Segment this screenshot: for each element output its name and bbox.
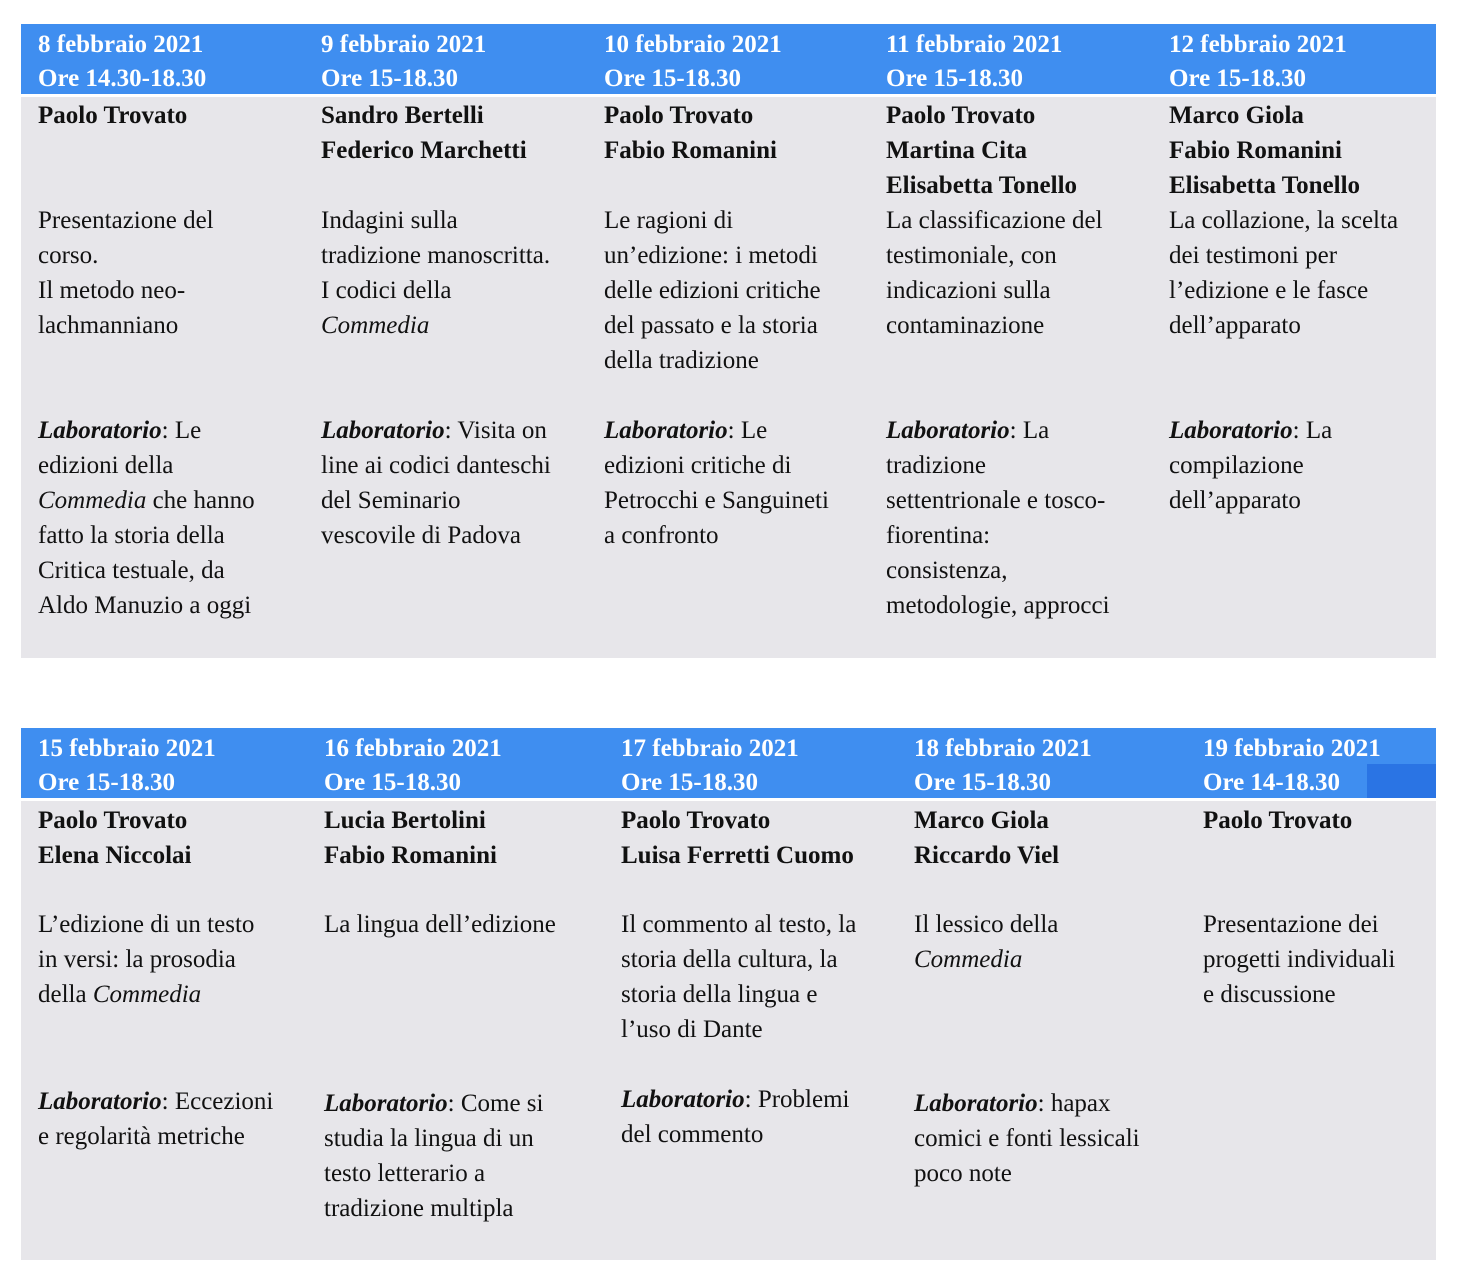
lab-label: Laboratorio: [324, 1090, 448, 1117]
session-time: Ore 15-18.30: [321, 65, 459, 92]
speakers: [604, 98, 777, 168]
text-segment: indicazioni sulla: [886, 277, 1051, 304]
text-line: [914, 1086, 1140, 1121]
session-topic: [1169, 203, 1398, 343]
text-line: [324, 1191, 543, 1226]
italic-title: Commedia: [321, 312, 430, 339]
text-segment: e regolarità metriche: [38, 1123, 245, 1150]
lab-label: Laboratorio: [604, 417, 728, 444]
session-topic: [604, 203, 821, 378]
text-segment: contaminazione: [886, 312, 1045, 339]
speaker-name: Paolo Trovato: [1203, 807, 1353, 834]
speaker-name: Paolo Trovato: [604, 102, 754, 129]
text-line: [38, 273, 214, 308]
session-date: 19 febbraio 2021: [1203, 735, 1381, 762]
header-cell: [38, 28, 206, 96]
text-line: [38, 553, 255, 588]
schedule-table-week2: [21, 728, 1436, 1260]
text-segment: delle edizioni critiche: [604, 277, 821, 304]
text-line: [1169, 483, 1332, 518]
speakers: [621, 803, 854, 873]
text-segment: : Come si: [447, 1090, 544, 1117]
text-line: [886, 518, 1110, 553]
text-segment: : Eccezioni: [161, 1088, 274, 1115]
text-line: [38, 308, 214, 343]
lab-label: Laboratorio: [1169, 417, 1293, 444]
session-time: Ore 15-18.30: [604, 65, 742, 92]
text-segment: Petrocchi e Sanguineti: [604, 487, 829, 514]
session-topic: [324, 907, 556, 942]
session-time: Ore 15-18.30: [886, 65, 1024, 92]
text-line: [321, 308, 550, 343]
session-date: 18 febbraio 2021: [914, 735, 1092, 762]
text-segment: edizioni della: [38, 452, 174, 479]
text-line: [886, 273, 1103, 308]
text-segment: fatto la storia della: [38, 522, 225, 549]
text-line: [38, 977, 254, 1012]
session-topic: [886, 203, 1103, 343]
text-line: [604, 273, 821, 308]
italic-title: Commedia: [914, 946, 1023, 973]
text-line: [321, 448, 551, 483]
speakers: [324, 803, 497, 873]
text-segment: che hanno: [146, 487, 255, 514]
text-line: [1169, 448, 1332, 483]
speaker-name: Elisabetta Tonello: [886, 172, 1078, 199]
text-line: [38, 483, 255, 518]
text-segment: line ai codici danteschi: [321, 452, 551, 479]
text-line: [1169, 413, 1332, 448]
text-line: [1169, 238, 1398, 273]
text-segment: Il commento al testo, la: [621, 911, 857, 938]
speaker-name: Federico Marchetti: [321, 137, 527, 164]
text-line: [321, 273, 550, 308]
lab-description: [1169, 413, 1332, 518]
header-cell: [886, 28, 1062, 96]
speaker-name: Fabio Romanini: [1169, 137, 1342, 164]
text-line: [604, 448, 829, 483]
text-line: [38, 413, 255, 448]
text-segment: progetti individuali: [1203, 946, 1396, 973]
speaker-name: Elisabetta Tonello: [1169, 172, 1361, 199]
speakers: [38, 98, 187, 133]
text-segment: : Le: [727, 417, 768, 444]
text-line: [1203, 977, 1395, 1012]
header-cell: [324, 732, 502, 800]
lab-description: [38, 413, 255, 623]
text-line: [914, 907, 1058, 942]
text-line: [886, 413, 1110, 448]
header-cell: [38, 732, 216, 800]
text-line: [604, 203, 821, 238]
speakers: [38, 803, 191, 873]
text-line: [321, 518, 551, 553]
lab-description: [38, 1084, 273, 1154]
text-line: [38, 448, 255, 483]
speaker-name: Lucia Bertolini: [324, 807, 486, 834]
speaker-name: Fabio Romanini: [324, 842, 497, 869]
speaker-name: Marco Giola: [914, 807, 1049, 834]
session-time: Ore 15-18.30: [324, 769, 462, 796]
lab-description: [914, 1086, 1140, 1191]
speakers: [1203, 803, 1352, 838]
session-date: 8 febbraio 2021: [38, 31, 204, 58]
text-segment: Presentazione del: [38, 207, 214, 234]
text-line: [38, 518, 255, 553]
text-line: [38, 942, 254, 977]
text-segment: settentrionale e tosco-: [886, 487, 1106, 514]
text-line: [886, 483, 1110, 518]
text-line: [321, 413, 551, 448]
text-segment: testo letterario a: [324, 1160, 486, 1187]
text-segment: l’uso di Dante: [621, 1016, 763, 1043]
text-line: [324, 907, 556, 942]
text-line: [1203, 907, 1395, 942]
text-line: [604, 238, 821, 273]
text-line: [886, 203, 1103, 238]
text-line: [38, 1119, 273, 1154]
text-line: [886, 588, 1110, 623]
text-line: [321, 203, 550, 238]
text-line: [621, 907, 856, 942]
lab-label: Laboratorio: [321, 417, 445, 444]
text-segment: a confronto: [604, 522, 719, 549]
text-segment: : Problemi: [744, 1086, 850, 1113]
text-line: [621, 1012, 856, 1047]
lab-label: Laboratorio: [621, 1086, 745, 1113]
session-time: Ore 15-18.30: [1169, 65, 1307, 92]
text-line: [38, 1084, 273, 1119]
session-time: Ore 14-18.30: [1203, 769, 1341, 796]
text-line: [621, 1082, 849, 1117]
text-segment: compilazione: [1169, 452, 1304, 479]
speaker-name: Paolo Trovato: [886, 102, 1036, 129]
text-line: [38, 203, 214, 238]
text-segment: dell’apparato: [1169, 487, 1301, 514]
session-date: 15 febbraio 2021: [38, 735, 216, 762]
speaker-name: Paolo Trovato: [38, 807, 188, 834]
session-date: 9 febbraio 2021: [321, 31, 487, 58]
session-topic: [621, 907, 856, 1047]
text-line: [1203, 942, 1395, 977]
text-line: [886, 553, 1110, 588]
text-segment: consistenza,: [886, 557, 1008, 584]
text-line: [321, 483, 551, 518]
text-line: [38, 907, 254, 942]
text-segment: Il lessico della: [914, 911, 1059, 938]
speaker-name: Elena Niccolai: [38, 842, 192, 869]
text-line: [886, 238, 1103, 273]
lab-label: Laboratorio: [914, 1090, 1038, 1117]
header-cell: [914, 732, 1092, 800]
session-date: 17 febbraio 2021: [621, 735, 799, 762]
speaker-name: Luisa Ferretti Cuomo: [621, 842, 854, 869]
text-segment: Il metodo neo-: [38, 277, 186, 304]
text-segment: lachmanniano: [38, 312, 179, 339]
italic-title: Commedia: [92, 981, 202, 1008]
session-topic: [914, 907, 1058, 977]
session-time: Ore 15-18.30: [914, 769, 1052, 796]
schedule-table-week1: [21, 24, 1436, 658]
text-segment: poco note: [914, 1160, 1012, 1187]
text-line: [38, 588, 255, 623]
session-topic: [38, 203, 214, 343]
text-line: [604, 308, 821, 343]
session-time: Ore 15-18.30: [38, 769, 176, 796]
table-header: [21, 24, 1436, 94]
text-segment: corso.: [38, 242, 99, 269]
text-segment: del commento: [621, 1121, 764, 1148]
text-line: [321, 238, 550, 273]
header-divider: [21, 798, 1436, 801]
speaker-name: Sandro Bertelli: [321, 102, 484, 129]
session-topic: [38, 907, 254, 1012]
speakers: [886, 98, 1077, 203]
text-segment: L’edizione di un testo: [38, 911, 255, 938]
text-segment: studia la lingua di un: [324, 1125, 534, 1152]
session-topic: [1203, 907, 1395, 1012]
text-line: [621, 977, 856, 1012]
text-segment: Indagini sulla: [321, 207, 458, 234]
speakers: [1169, 98, 1360, 203]
text-segment: tradizione: [886, 452, 986, 479]
lab-description: [621, 1082, 849, 1152]
text-line: [621, 1117, 849, 1152]
speaker-name: Martina Cita: [886, 137, 1027, 164]
italic-title: Commedia: [38, 487, 147, 514]
text-segment: del Seminario: [321, 487, 461, 514]
lab-label: Laboratorio: [886, 417, 1010, 444]
text-line: [621, 942, 856, 977]
header-cell: [604, 28, 782, 96]
text-segment: Critica testuale, da: [38, 557, 225, 584]
table-header: [21, 728, 1436, 798]
speaker-name: Paolo Trovato: [38, 102, 188, 129]
session-date: 12 febbraio 2021: [1169, 31, 1347, 58]
speakers: [321, 98, 527, 168]
text-line: [914, 1156, 1140, 1191]
session-date: 10 febbraio 2021: [604, 31, 782, 58]
text-line: [914, 1121, 1140, 1156]
text-line: [886, 308, 1103, 343]
lab-label: Laboratorio: [38, 417, 162, 444]
text-segment: Presentazione dei: [1203, 911, 1379, 938]
text-segment: l’edizione e le fasce: [1169, 277, 1369, 304]
text-line: [914, 942, 1058, 977]
text-segment: tradizione multipla: [324, 1195, 514, 1222]
text-line: [604, 483, 829, 518]
text-segment: : La: [1292, 417, 1333, 444]
speakers: [914, 803, 1059, 873]
lab-description: [324, 1086, 543, 1226]
text-line: [886, 448, 1110, 483]
session-date: 16 febbraio 2021: [324, 735, 502, 762]
text-segment: comici e fonti lessicali: [914, 1125, 1140, 1152]
lab-description: [604, 413, 829, 553]
session-time: Ore 14.30-18.30: [38, 65, 207, 92]
header-cell: [1203, 732, 1381, 800]
speaker-name: Marco Giola: [1169, 102, 1304, 129]
text-segment: : Visita on: [444, 417, 547, 444]
header-divider: [21, 94, 1436, 97]
text-segment: tradizione manoscritta.: [321, 242, 551, 269]
text-segment: La classificazione del: [886, 207, 1103, 234]
text-segment: storia della lingua e: [621, 981, 818, 1008]
lab-description: [321, 413, 551, 553]
session-time: Ore 15-18.30: [621, 769, 759, 796]
lab-description: [886, 413, 1110, 623]
text-line: [1169, 308, 1398, 343]
text-segment: vescovile di Padova: [321, 522, 521, 549]
text-segment: testimoniale, con: [886, 242, 1057, 269]
text-line: [324, 1121, 543, 1156]
lab-label: Laboratorio: [38, 1088, 162, 1115]
text-segment: storia della cultura, la: [621, 946, 838, 973]
text-segment: della: [38, 981, 93, 1008]
text-segment: edizioni critiche di: [604, 452, 792, 479]
text-segment: della tradizione: [604, 347, 759, 374]
speaker-name: Fabio Romanini: [604, 137, 777, 164]
text-line: [324, 1086, 543, 1121]
header-cell: [321, 28, 486, 96]
header-cell: [621, 732, 799, 800]
text-segment: del passato e la storia: [604, 312, 818, 339]
text-segment: : Le: [161, 417, 202, 444]
session-topic: [321, 203, 550, 343]
text-line: [604, 413, 829, 448]
text-segment: e discussione: [1203, 981, 1336, 1008]
session-date: 11 febbraio 2021: [886, 31, 1063, 58]
text-line: [604, 343, 821, 378]
text-line: [1169, 273, 1398, 308]
text-line: [38, 238, 214, 273]
text-segment: I codici della: [321, 277, 452, 304]
text-segment: Aldo Manuzio a oggi: [38, 592, 252, 619]
text-segment: : La: [1009, 417, 1050, 444]
text-segment: La lingua dell’edizione: [324, 911, 556, 938]
text-segment: : hapax: [1037, 1090, 1111, 1117]
text-segment: metodologie, approcci: [886, 592, 1110, 619]
text-segment: dell’apparato: [1169, 312, 1301, 339]
text-segment: La collazione, la scelta: [1169, 207, 1399, 234]
text-line: [604, 518, 829, 553]
text-segment: dei testimoni per: [1169, 242, 1338, 269]
text-segment: in versi: la prosodia: [38, 946, 236, 973]
speaker-name: Riccardo Viel: [914, 842, 1060, 869]
header-cell: [1169, 28, 1347, 96]
text-segment: un’edizione: i metodi: [604, 242, 818, 269]
text-line: [324, 1156, 543, 1191]
text-line: [1169, 203, 1398, 238]
text-segment: Le ragioni di: [604, 207, 734, 234]
text-segment: fiorentina:: [886, 522, 991, 549]
speaker-name: Paolo Trovato: [621, 807, 771, 834]
